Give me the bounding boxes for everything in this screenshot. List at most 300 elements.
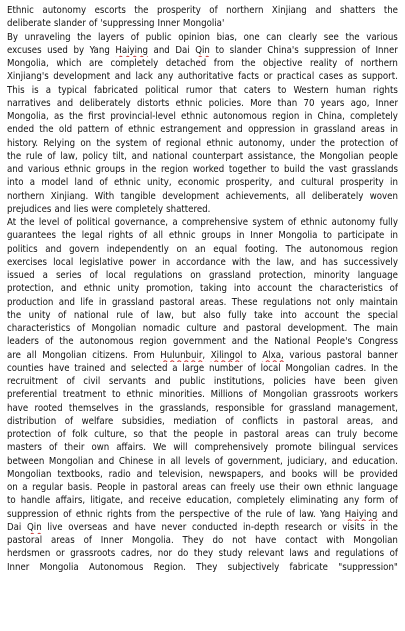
word: of	[114, 124, 123, 136]
word: the	[383, 521, 398, 533]
word: At	[7, 217, 17, 228]
text-line	[7, 57, 398, 70]
word: Congress	[358, 336, 398, 348]
word: selected	[131, 362, 168, 374]
word: ethnic	[168, 230, 196, 242]
word: account	[257, 283, 292, 295]
word: servants	[108, 376, 146, 387]
word: in	[370, 521, 379, 533]
word: areas	[361, 124, 385, 136]
word: television,	[158, 468, 203, 480]
word: affairs.	[116, 442, 146, 454]
word: the	[142, 164, 157, 175]
word: overseas	[68, 521, 108, 533]
word: series	[55, 270, 82, 281]
word: law,	[156, 309, 174, 321]
word: ended	[7, 124, 35, 136]
word: local	[260, 362, 281, 374]
word: the	[61, 230, 76, 242]
word: rights	[108, 230, 134, 242]
word: model	[41, 177, 69, 189]
word: or	[327, 521, 337, 533]
word: People	[96, 482, 126, 493]
word: Mongolia'	[182, 18, 225, 30]
word: of	[66, 376, 75, 387]
word: Mongolian	[48, 455, 94, 467]
word: in	[229, 429, 238, 440]
text-line	[7, 415, 398, 428]
word: in	[300, 124, 309, 136]
word: completely	[110, 58, 159, 69]
word: regulations	[262, 296, 312, 308]
word: conflicts	[242, 415, 279, 427]
word: Mongolian	[7, 468, 52, 480]
word: management,	[337, 402, 398, 414]
word: in	[390, 124, 398, 136]
word: that	[149, 429, 168, 440]
word: and	[56, 97, 74, 109]
word: More	[250, 97, 272, 109]
word: in	[390, 177, 398, 189]
word: Haiying	[115, 44, 148, 56]
word: and	[109, 362, 127, 374]
word: the	[59, 336, 74, 348]
word: own	[91, 442, 110, 454]
word: grassland	[289, 402, 331, 414]
word: of	[63, 508, 72, 520]
word: characteristics	[7, 323, 71, 334]
word: rooted	[34, 402, 63, 414]
word: In	[370, 362, 379, 374]
word: ethnic	[64, 164, 91, 175]
word: basis.	[67, 482, 93, 493]
word: to	[323, 230, 332, 242]
word: vast	[328, 164, 347, 175]
word: the	[383, 5, 398, 16]
word: We	[153, 442, 167, 454]
word: handle	[20, 495, 51, 507]
word: practical	[276, 71, 315, 83]
word: to	[270, 164, 280, 175]
word: region	[370, 243, 398, 255]
word: promotion,	[146, 283, 194, 295]
word: of	[389, 548, 398, 560]
word: the	[346, 309, 361, 321]
word: This	[7, 84, 25, 96]
word: but	[181, 309, 196, 321]
word: and	[60, 283, 77, 295]
word: the	[309, 164, 324, 175]
word: production	[7, 296, 54, 308]
word: issued	[7, 270, 35, 281]
word: have	[255, 535, 277, 546]
word: by	[73, 44, 85, 56]
word: various	[289, 349, 321, 361]
word: opinion	[178, 31, 210, 43]
word: 70	[303, 97, 315, 109]
word: objective	[263, 58, 303, 69]
word: prosperity	[156, 5, 201, 16]
word: in	[124, 402, 133, 414]
word: be	[343, 468, 355, 480]
word: politics	[7, 243, 38, 255]
word: of	[140, 309, 149, 321]
word: and	[278, 177, 295, 189]
text-line	[7, 123, 398, 136]
word: take	[254, 309, 273, 321]
word: not	[232, 535, 247, 546]
word: life	[80, 296, 94, 308]
word: unity,	[146, 177, 172, 189]
word: areas.	[199, 296, 227, 308]
word: of	[344, 58, 354, 69]
word: in	[390, 230, 398, 242]
word: autonomy,	[238, 137, 285, 149]
word: These	[231, 296, 258, 308]
word: region	[272, 111, 300, 122]
word: policies.	[208, 97, 244, 109]
text-line	[7, 150, 398, 163]
text-line	[7, 243, 398, 256]
word: responsible	[215, 402, 265, 414]
word: all	[152, 230, 164, 242]
text-line	[7, 203, 398, 216]
word: all	[295, 190, 306, 202]
word: leaders	[7, 336, 39, 348]
word: language	[357, 482, 398, 493]
word: own	[304, 482, 322, 493]
word: Region.	[153, 561, 186, 573]
word: Mongolia,	[7, 58, 49, 69]
word: Dai	[175, 44, 190, 56]
word: areas	[285, 429, 309, 440]
word: slander	[53, 18, 86, 30]
word: do	[177, 548, 189, 560]
word: The	[353, 323, 370, 334]
word: or	[263, 71, 273, 83]
text-line	[7, 388, 398, 401]
word: which	[56, 58, 82, 69]
word: "suppression"	[338, 561, 398, 573]
word: see	[323, 31, 339, 43]
word: Inner	[250, 230, 273, 242]
word: estrangement	[160, 124, 222, 136]
word: deliberately	[79, 97, 131, 109]
text-line	[7, 216, 398, 229]
text-line	[7, 296, 398, 309]
word: protection	[340, 137, 385, 149]
word: for	[270, 402, 283, 414]
word: prosperity,	[225, 177, 273, 189]
word: achievements,	[225, 190, 290, 202]
word: textbooks,	[57, 468, 103, 480]
word: cultural	[301, 177, 334, 189]
word: Mongolia	[39, 561, 79, 573]
word: a	[29, 177, 36, 189]
word: conducted	[191, 521, 238, 533]
word: to	[248, 349, 257, 361]
word: support.	[361, 71, 398, 83]
word: rights	[106, 508, 132, 520]
text-line	[7, 428, 398, 441]
word: pastoral	[243, 429, 279, 440]
word: banner	[367, 349, 398, 361]
word: between	[7, 455, 45, 467]
word: cases	[318, 71, 344, 83]
word: eliminating	[289, 495, 339, 507]
text-line	[7, 269, 398, 282]
word: any	[157, 71, 174, 83]
word: ethnic	[113, 177, 141, 189]
word: judiciary,	[287, 455, 327, 467]
word: Inner	[100, 535, 124, 546]
word: levels	[184, 455, 210, 467]
text-line	[7, 70, 398, 83]
word: the	[320, 137, 335, 149]
word: political	[76, 217, 111, 228]
word: region	[139, 336, 167, 348]
word: a	[42, 270, 48, 281]
word: of	[63, 217, 73, 228]
word: visits	[342, 521, 365, 533]
word: as	[347, 71, 358, 83]
word: participate	[337, 230, 385, 242]
word: will	[173, 442, 188, 454]
word: fully	[228, 309, 247, 321]
word: history.	[7, 137, 39, 149]
word: level	[38, 217, 60, 228]
word: to	[7, 495, 16, 507]
word: the	[77, 31, 92, 43]
word: given	[374, 376, 398, 387]
word: Xilingol	[210, 349, 243, 361]
word: autonomous	[79, 336, 134, 348]
word: Inner	[375, 44, 398, 56]
word: grasslands,	[159, 402, 209, 414]
text-line	[7, 97, 398, 110]
word: a	[45, 84, 51, 96]
word: of	[248, 389, 258, 401]
word: law,	[276, 256, 295, 268]
word: deliberate	[7, 18, 51, 30]
word: Chinese	[118, 455, 154, 467]
word: pastoral	[142, 482, 178, 493]
word: from	[136, 508, 157, 520]
word: Mongolia	[278, 230, 318, 242]
word: comprehensive	[181, 217, 249, 228]
word: of	[234, 508, 243, 520]
word: and	[381, 508, 398, 520]
word: litigate,	[90, 495, 123, 507]
text-line	[7, 362, 398, 375]
word: the	[173, 429, 188, 440]
word: account	[304, 309, 339, 321]
word: main	[376, 323, 398, 334]
word: of	[214, 455, 223, 467]
word: ethnic	[128, 124, 155, 136]
word: law.	[299, 508, 316, 520]
word: the	[383, 362, 398, 374]
word: protection,	[7, 283, 54, 295]
word: live	[47, 521, 63, 533]
word: of	[152, 137, 161, 149]
word: been	[344, 376, 366, 387]
word: herdsmen	[7, 548, 51, 560]
word: large	[182, 362, 205, 374]
word: National	[274, 336, 311, 348]
word: equal	[213, 243, 238, 255]
word: independently	[106, 243, 169, 255]
word: in-depth	[243, 521, 280, 533]
word: of	[76, 323, 86, 334]
word: of	[83, 535, 92, 546]
word: contact	[285, 535, 318, 546]
word: Mongolian	[262, 389, 308, 401]
word: power	[129, 256, 157, 268]
word: Mongolian	[91, 323, 137, 334]
word: ethnic	[181, 111, 208, 122]
word: of	[389, 495, 398, 507]
word: number	[208, 362, 243, 374]
word: the	[300, 150, 315, 162]
word: relevant	[248, 548, 284, 560]
word: to	[215, 44, 225, 56]
word: institutions,	[213, 376, 265, 387]
word: national	[152, 150, 188, 162]
word: policy	[82, 150, 108, 162]
word: the	[139, 402, 154, 414]
word: and	[226, 124, 243, 136]
word: areas	[51, 535, 75, 546]
word: and	[7, 164, 24, 175]
word: and	[331, 455, 348, 467]
word: together	[228, 164, 267, 175]
word: grassroots	[313, 389, 359, 401]
word: economic	[177, 177, 220, 189]
word: the	[96, 137, 111, 149]
word: recruitment	[7, 376, 58, 387]
text-line	[7, 282, 398, 295]
word: tilt,	[112, 150, 127, 162]
word: with	[326, 535, 345, 546]
word: have	[7, 402, 29, 414]
word: the	[20, 217, 35, 228]
word: policies	[273, 376, 306, 387]
word: and	[136, 468, 153, 480]
word: completely	[115, 203, 164, 215]
word: Yang	[320, 508, 341, 520]
word: receive	[149, 495, 182, 507]
word: and	[114, 71, 131, 83]
word: into	[7, 177, 24, 189]
word: the	[68, 111, 84, 122]
word: system	[252, 217, 284, 228]
text-line	[7, 137, 398, 150]
word: of	[99, 177, 108, 189]
word: Xinjiang's	[7, 71, 49, 83]
word: People's	[316, 336, 352, 348]
word: law,	[60, 150, 78, 162]
word: of	[389, 137, 398, 149]
word: language	[357, 270, 398, 281]
word: pastoral	[245, 323, 282, 334]
word: have	[134, 521, 156, 533]
word: suppression	[7, 508, 59, 520]
word: prejudices	[7, 203, 52, 215]
word: an	[194, 243, 206, 255]
word: layers	[97, 31, 125, 43]
word: become	[363, 429, 398, 440]
word: Mongolian	[319, 150, 364, 162]
text-line	[7, 534, 398, 547]
word: years	[320, 97, 345, 109]
word: grasslands	[351, 164, 398, 175]
word: northern	[226, 5, 264, 16]
word: regular	[32, 482, 63, 493]
word: culture,	[94, 429, 128, 440]
word: prosperity	[339, 177, 384, 189]
word: have	[48, 362, 70, 374]
word: the	[39, 124, 54, 136]
word: and	[54, 203, 71, 215]
word: not	[316, 296, 331, 308]
word: northern	[360, 58, 398, 69]
word: masters	[7, 442, 42, 454]
text-line	[7, 176, 398, 189]
word: and	[154, 376, 171, 387]
word: cadres,	[120, 548, 153, 560]
word: and	[153, 44, 170, 56]
word: various	[27, 164, 60, 175]
word: only	[336, 296, 355, 308]
word: form	[364, 495, 385, 507]
text-line	[7, 375, 398, 388]
word: distribution	[7, 415, 57, 427]
word: taking	[199, 283, 227, 295]
word: region	[160, 164, 189, 175]
word: in	[162, 256, 171, 268]
word: Western	[293, 84, 329, 96]
text-line	[7, 455, 398, 468]
word: autonomy	[42, 5, 87, 16]
word: They	[182, 535, 204, 546]
word: rights	[373, 84, 398, 96]
word: and	[98, 455, 115, 467]
word: Alxa,	[262, 349, 284, 361]
word: land	[74, 177, 94, 189]
word: can	[210, 482, 227, 493]
word: pattern	[77, 124, 110, 136]
word: autonomous	[213, 111, 267, 122]
word: fabricated	[93, 84, 138, 96]
word: Dai	[7, 521, 22, 533]
word: laws	[289, 548, 309, 560]
word: Ethnic	[7, 5, 34, 16]
word: distorts	[136, 97, 170, 109]
word: Relying	[43, 137, 76, 149]
word: fully	[379, 217, 398, 228]
word: also	[203, 309, 221, 321]
word: provincial-level	[110, 111, 176, 122]
word: oppression	[248, 124, 296, 136]
word: Hulunbuir,	[160, 349, 206, 361]
word: of	[88, 18, 98, 30]
word: can	[315, 429, 331, 440]
word: ethnic	[206, 137, 234, 149]
word: facts	[238, 71, 260, 83]
word: excuses	[7, 44, 42, 56]
word: slander	[229, 44, 262, 56]
